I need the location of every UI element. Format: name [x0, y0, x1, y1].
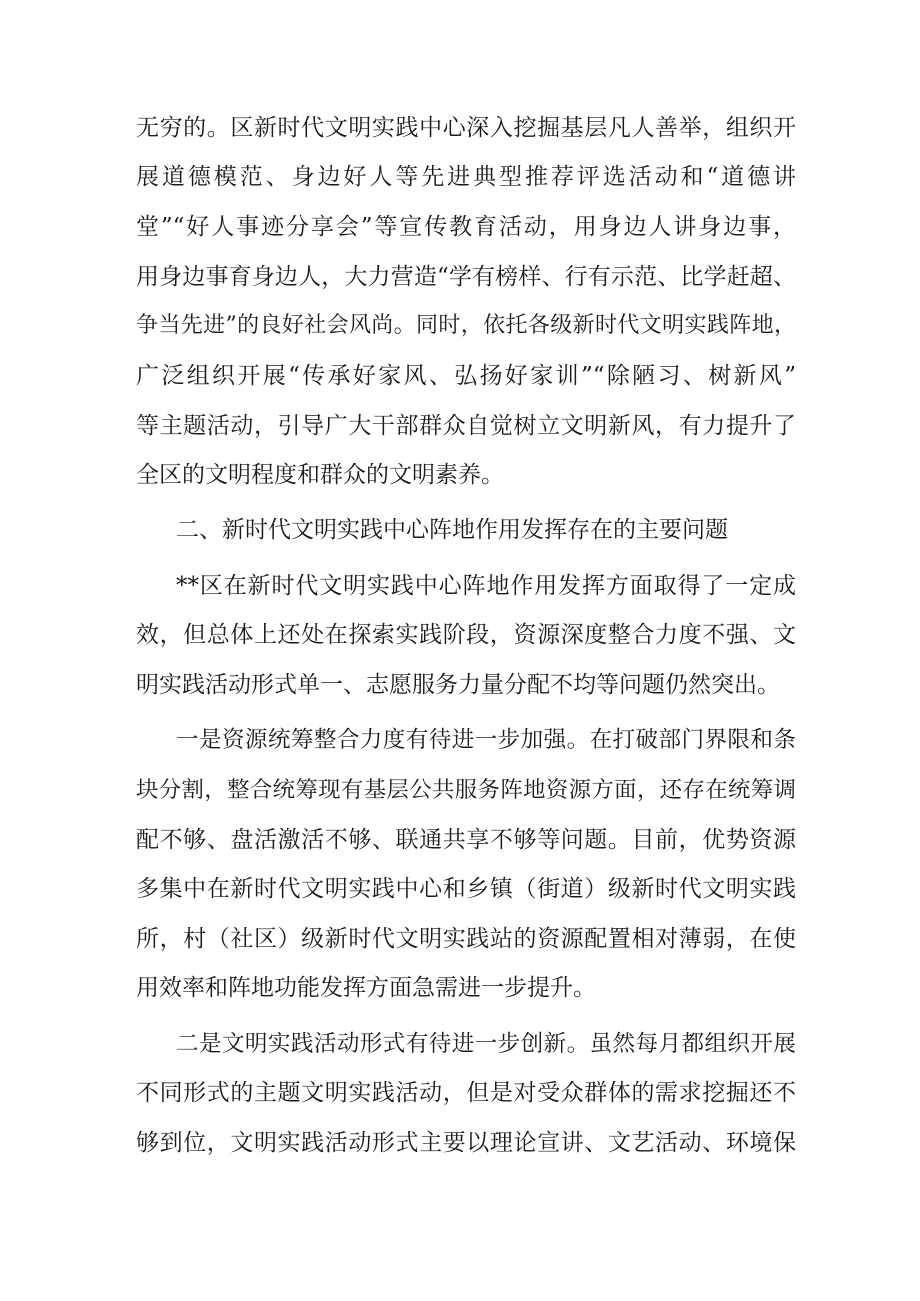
body-line: 用效率和阵地功能发挥方面急需进一步提升。	[136, 975, 596, 1001]
body-line: 明实践活动形式单一、志愿服务力量分配不均等问题仍然突出。	[136, 672, 780, 698]
body-line: 多集中在新时代文明实践中心和乡镇（街道）级新时代文明实践	[136, 876, 796, 902]
body-line: **区在新时代文明实践中心阵地作用发挥方面取得了一定成	[176, 573, 796, 599]
body-line: 所，村（社区）级新时代文明实践站的资源配置相对薄弱，在使	[136, 926, 796, 952]
body-line: 堂”“好人事迹分享会”等宣传教育活动，用身边人讲身边事，	[136, 214, 796, 240]
subsection-heading: 二是文明实践活动形式有待进一步创新。虽然每月都组织开展	[176, 1031, 796, 1057]
body-line: 全区的文明程度和群众的文明素养。	[136, 462, 504, 488]
body-line: 用身边事育身边人，大力营造“学有榜样、行有示范、比学赶超、	[136, 264, 796, 290]
body-line: 争当先进”的良好社会风尚。同时，依托各级新时代文明实践阵地，	[136, 313, 796, 338]
body-line: 够到位，文明实践活动形式主要以理论宣讲、文艺活动、环境保	[136, 1130, 796, 1156]
body-line: 效，但总体上还处在探索实践阶段，资源深度整合力度不强、文	[136, 622, 796, 648]
section-heading: 二、新时代文明实践中心阵地作用发挥存在的主要问题	[176, 517, 728, 543]
body-line: 块分割，整合统筹现有基层公共服务阵地资源方面，还存在统筹调	[136, 777, 796, 803]
subsection-heading: 一是资源统筹整合力度有待进一步加强。在打破部门界限和条	[176, 727, 796, 753]
body-line: 无穷的。区新时代文明实践中心深入挖掘基层凡人善举，组织开	[136, 115, 796, 141]
body-line: 等主题活动，引导广大干部群众自觉树立文明新风，有力提升了	[136, 413, 796, 439]
body-line: 广泛组织开展“传承好家风、弘扬好家训”“除陋习、树新风”	[136, 363, 796, 389]
body-line: 配不够、盘活激活不够、联通共享不够等问题。目前，优势资源	[136, 827, 796, 853]
body-line: 展道德模范、身边好人等先进典型推荐评选活动和“道德讲	[136, 164, 796, 190]
body-line: 不同形式的主题文明实践活动，但是对受众群体的需求挖掘还不	[136, 1080, 796, 1106]
